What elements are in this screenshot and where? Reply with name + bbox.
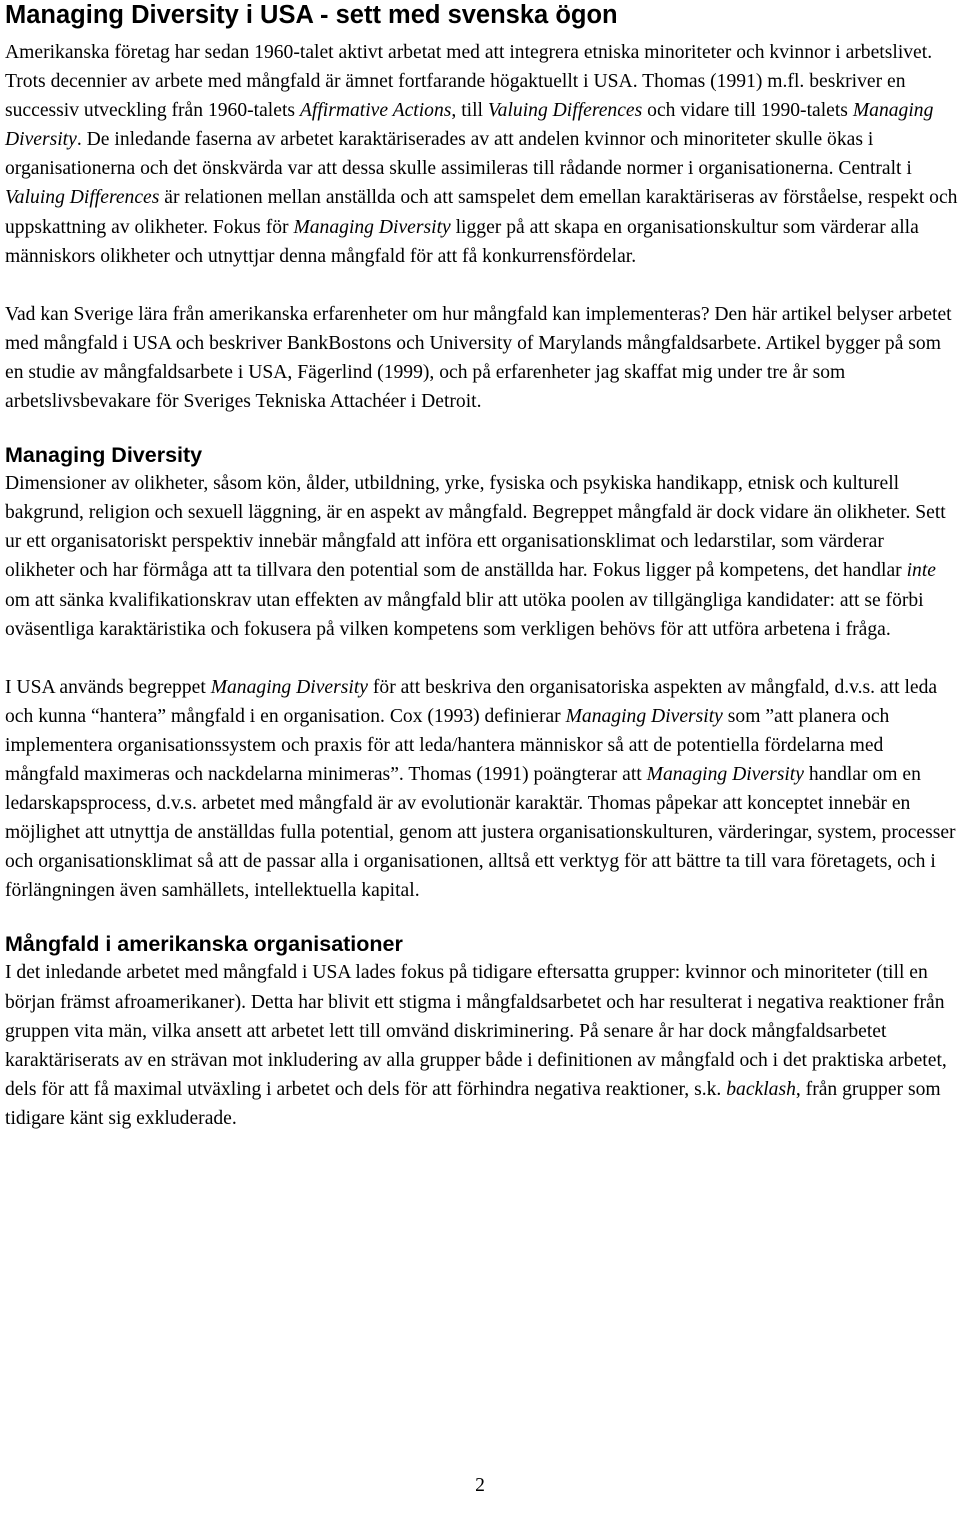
intro-term-managing-diversity-2: Managing Diversity [293, 216, 451, 238]
section1-p2-term-3: Managing Diversity [646, 763, 804, 785]
intro-term-managing-diversity: Managing Diversity [5, 100, 934, 151]
section1-p2-text-3: som ”att planera och implementera organisationssystem och praxis för att leda/hantera människor så att de potentiella fördelarna med mångfald maximeras och nackdelarna minimeras”. Thomas (1991) poängterar att [5, 705, 890, 785]
document-title: Managing Diversity i USA - sett med svenska ögon [5, 1, 618, 29]
section1-p2-text-4: handlar om en ledarskapsprocess, d.v.s. arbetet med mångfald är av evolutionär karaktär. Thomas påpekar att konceptet innebär en möjlighet att utnyttja de anställdas fulla potential, genom att justera organisationskulturen, värderingar, system, processer och organisationsklimat så att de passar alla i organisationen, alltså ett verktyg för att bättre ta till vara företagets, och i förlängningen även samhällets, intellektuella kapital. [5, 763, 956, 902]
section1-p2-text-1: I USA används begreppet [5, 676, 211, 698]
intro-text-4: . De inledande faserna av arbetet karaktäriserades av att andelen kvinnor och minoriteter skulle ökas i organisationerna och det önskvärda var att dessa skulle assimileras till rådande normer i organisationerna. Centralt i [5, 129, 912, 180]
section2-p1-text-1: I det inledande arbetet med mångfald i USA lades fokus på tidigare eftersatta grupper: kvinnor och minoriteter (till en början främst afroamerikaner). Detta har blivit ett stigma i mångfaldsarbetet och har resulterat i negativa reaktioner från gruppen vita män, vilka ansett att arbetet lett till omvänd diskriminering. På senare år har dock mångfaldsarbetet karaktäriserats av en strävan mot inkludering av alla grupper både i definitionen av mångfald och i det praktiska arbetet, dels för att få maximal utväxling i arbetet och dels för att förhindra negativa reaktioner, s.k. [5, 962, 947, 1100]
section1-paragraph-1 [5, 469, 958, 644]
intro-term-affirmative-actions: Affirmative Actions [299, 100, 452, 122]
intro-paragraph [5, 38, 958, 271]
paragraph-spacer [5, 271, 958, 300]
section1-p2-text-2: för att beskriva den organisatoriska aspekten av mångfald, d.v.s. att leda och kunna “hantera” mångfald i en organisation. Cox (1993) definierar [5, 676, 938, 727]
section1-p2-term-1: Managing Diversity [210, 676, 368, 698]
section1-paragraph-2 [5, 673, 958, 906]
intro-text-5: är relationen mellan anställda och att samspelet dem emellan karaktäriseras av förståelse, respekt och uppskattning av olikheter. Fokus för [5, 187, 958, 238]
intro-text-2: , till [451, 100, 488, 122]
document-page [5, 0, 958, 1133]
intro-term-valuing-differences-2: Valuing Differences [5, 187, 160, 209]
section2-p1-term-backlash: backlash [726, 1078, 796, 1100]
section-heading-managing-diversity: Managing Diversity [5, 443, 203, 468]
section2-paragraph-1 [5, 958, 958, 1133]
article-scope-paragraph: Vad kan Sverige lära från amerikanska erfarenheter om hur mångfald kan implementeras? Den här artikel belyser arbetet med mångfald i USA och beskriver BankBostons och University of Marylands mångfaldsarbete. Artikel bygger på som en studie av mångfaldsarbete i USA, Fägerlind (1999), och på erfarenheter jag skaffat mig under tre år som arbetslivsbevakare för Sveriges Tekniska Attachéer i Detroit. [5, 303, 952, 413]
section1-p1-emphasis-inte: inte [906, 560, 936, 582]
section1-p1-text-2: om att sänka kvalifikationskrav utan effekten av mångfald blir att utöka poolen av tillgängliga kandidater: att se förbi oväsentliga karaktäristika och fokusera på vilken kompetens som verkligen behövs för att utföra arbetena i fråga. [5, 589, 924, 640]
section-heading-mangfald-organisationer: Mångfald i amerikanska organisationer [5, 932, 403, 957]
page-number: 2 [475, 1475, 485, 1496]
paragraph-spacer [5, 416, 958, 442]
section1-p2-term-2: Managing Diversity [565, 705, 723, 727]
intro-text-3: och vidare till 1990-talets [642, 100, 853, 122]
paragraph-spacer [5, 905, 958, 931]
intro-term-valuing-differences: Valuing Differences [487, 100, 643, 122]
section1-p1-text-1: Dimensioner av olikheter, såsom kön, ålder, utbildning, yrke, fysiska och psykiska handikapp, etnisk och kulturell bakgrund, religion och sexuell läggning, är en aspekt av mångfald. Begreppet mångfald är dock vidare än olikheter. Sett ur ett organisatoriskt perspektiv innebär mångfald att införa ett organisationsklimat och ledarstilar, som värderar olikheter och har förmåga att ta tillvara den potential som de anställda har. Fokus ligger på kompetens, det handlar [5, 473, 946, 582]
section2-p1-text-2: , från grupper som tidigare känt sig exkluderade. [5, 1078, 941, 1129]
paragraph-spacer [5, 644, 958, 673]
intro-text-6: ligger på att skapa en organisationskultur som värderar alla människors olikheter och utnyttjar denna mångfald för att få konkurrensfördelar. [5, 216, 919, 267]
intro-text-1: Amerikanska företag har sedan 1960-talet aktivt arbetat med att integrera etniska minoriteter och kvinnor i arbetslivet. Trots decennier av arbete med mångfald är ämnet fortfarande högaktuellt i USA. Thomas (1991) m.fl. beskriver en successiv utveckling från 1960-talets [5, 42, 933, 122]
